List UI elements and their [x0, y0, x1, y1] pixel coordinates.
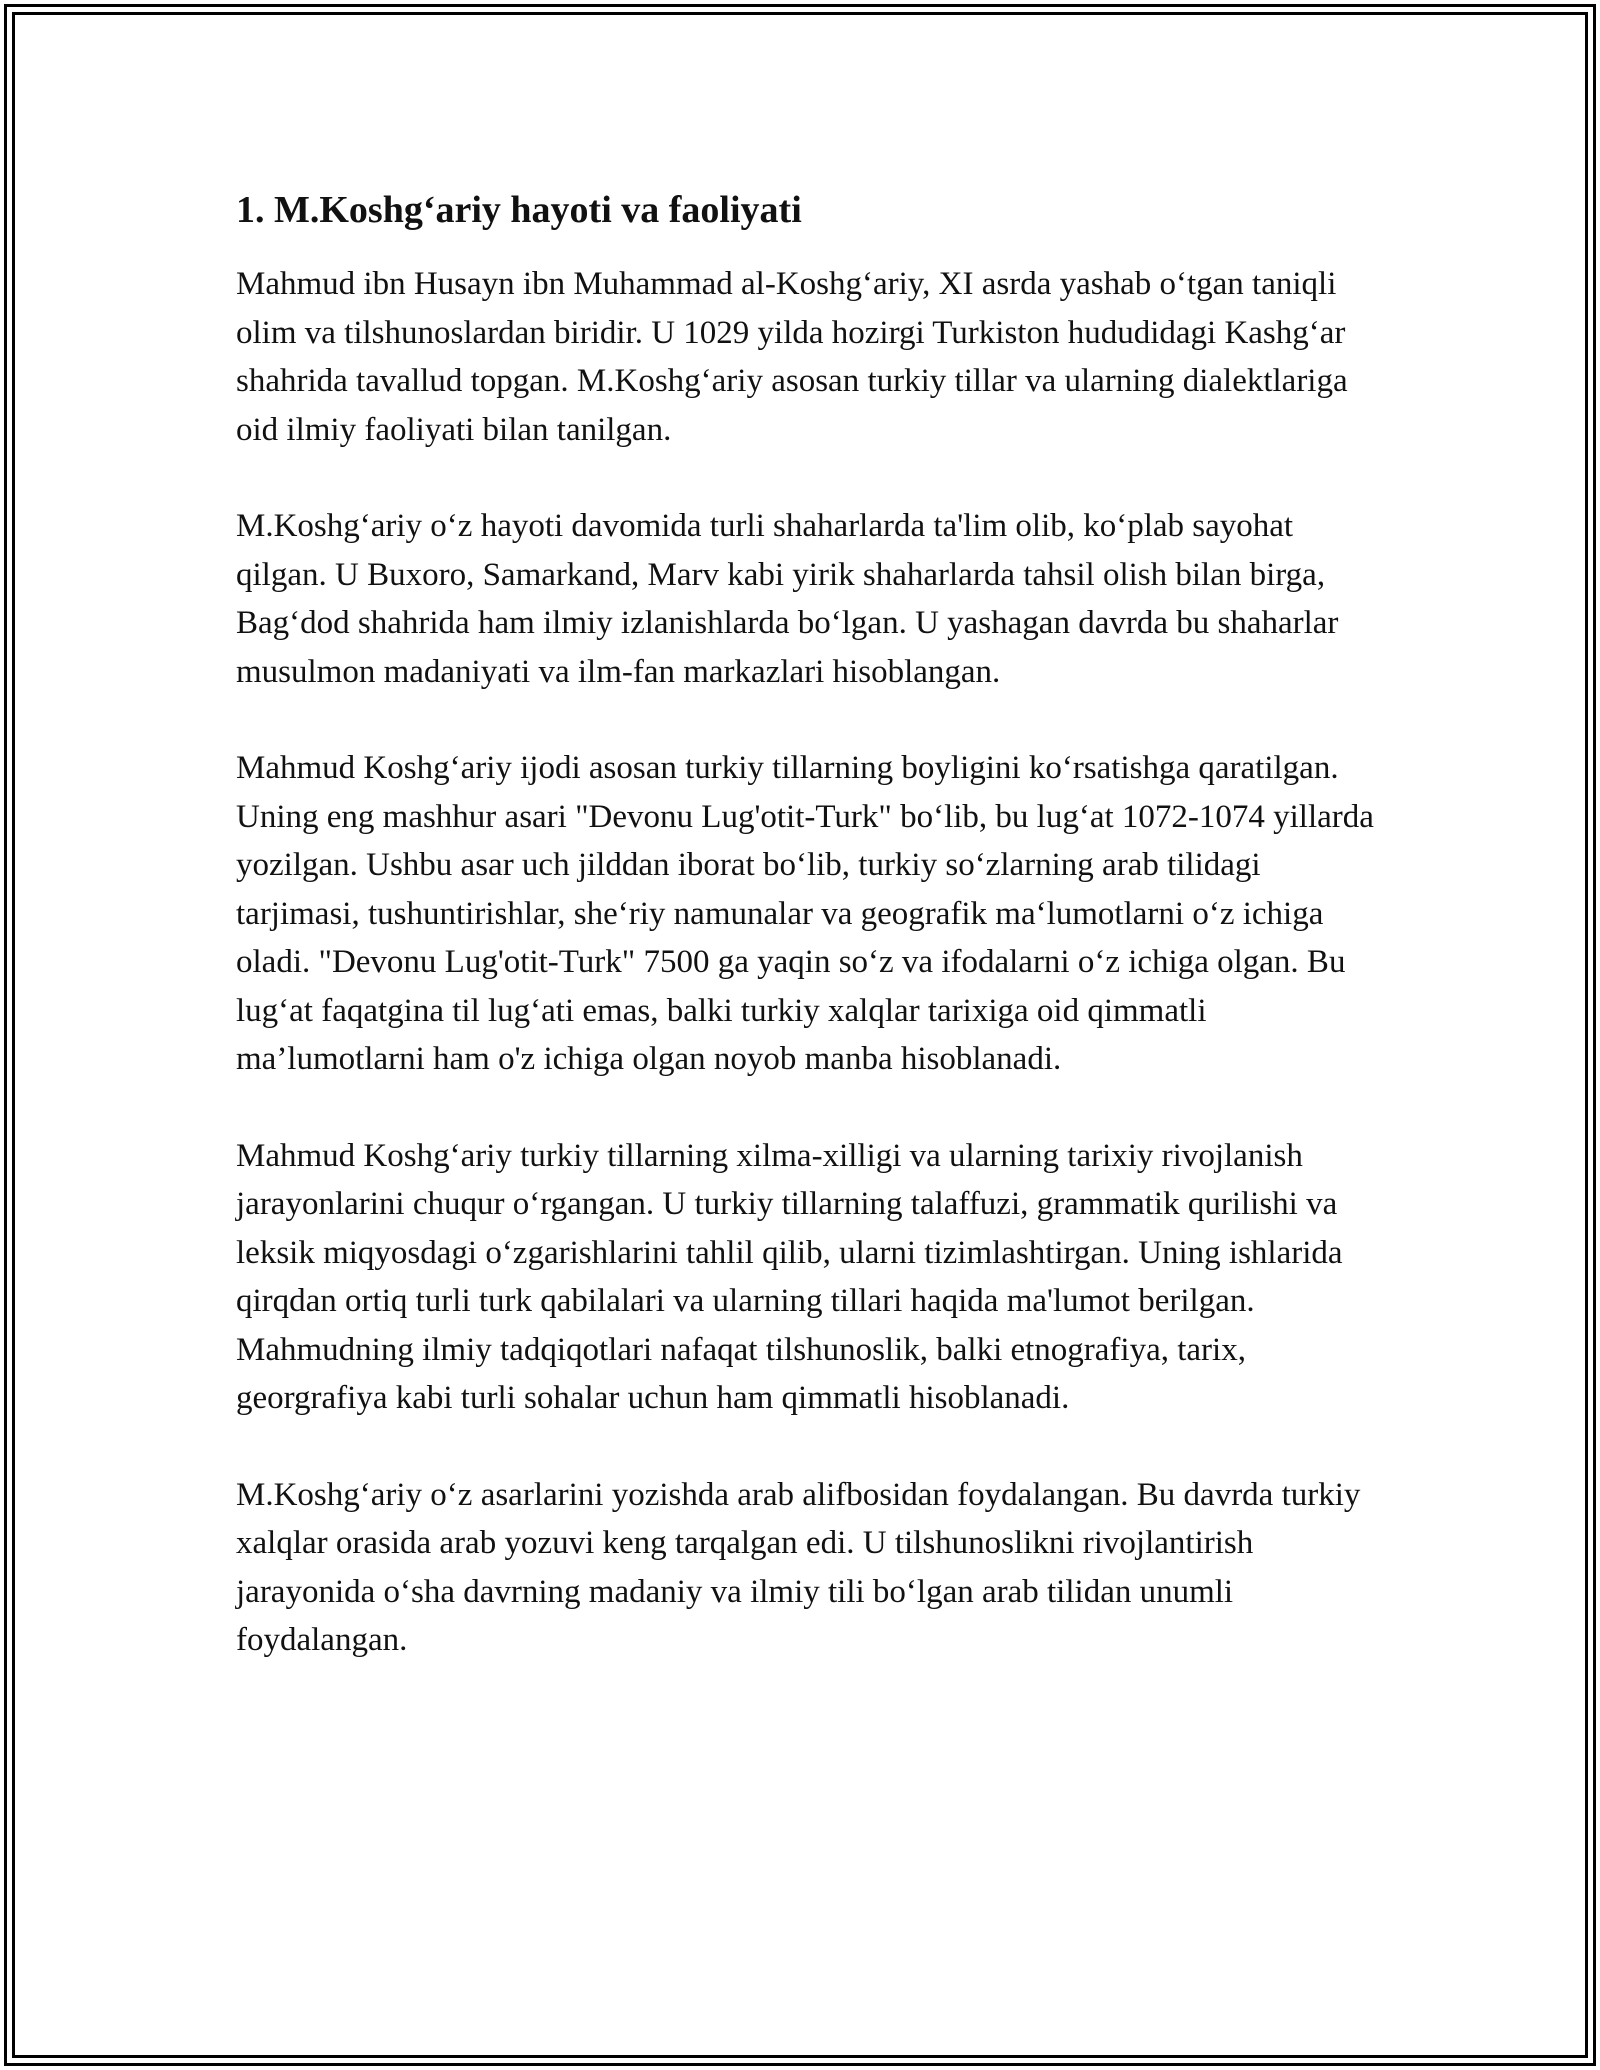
paragraph-biography: Mahmud ibn Husayn ibn Muhammad al-Koshg‘ariy, XI asrda yashab o‘tgan taniqli olim va tilshunoslardan biridir. U 1029 yilda hozirgi Turkiston hududidagi Kashg‘ar shahrida tavallud topgan. M.Koshg‘ariy asosan turkiy tillar va ularning dialektlariga oid ilmiy faoliyati bilan tanilgan. — [236, 266, 1348, 448]
document-body — [236, 186, 1376, 1713]
paragraph-travels: M.Koshg‘ariy o‘z hayoti davomida turli shaharlarda ta'lim olib, ko‘plab sayohat qilgan. U Buxoro, Samarkand, Marv kabi yirik shaharlarda tahsil olish bilan birga, Bag‘dod shahrida ham ilmiy izlanishlarda bo‘lgan. U yashagan davrda bu shaharlar musulmon madaniyati va ilm-fan markazlari hisoblangan. — [236, 508, 1339, 690]
paragraph-arabic-script: M.Koshg‘ariy o‘z asarlarini yozishda arab alifbosidan foydalangan. Bu davrda turkiy xalqlar orasida arab yozuvi keng tarqalgan edi. U tilshunoslikni rivojlantirish jarayonida o‘sha davrning madaniy va ilmiy tili bo‘lgan arab tilidan unumli foydalangan. — [236, 1476, 1361, 1658]
paragraph-linguistic-research: Mahmud Koshg‘ariy turkiy tillarning xilma-xilligi va ularning tarixiy rivojlanish jarayonlarini chuqur o‘rgangan. U turkiy tillarning talaffuzi, grammatik qurilishi va leksik miqyosdagi o‘zgarishlarini tahlil qilib, ularni tizimlashtirgan. Uning ishlarida qirqdan ortiq turli turk qabilalari va ularning tillari haqida ma'lumot berilgan. Mahmudning ilmiy tadqiqotlari nafaqat tilshunoslik, balki etnografiya, tarix, georgrafiya kabi turli sohalar uchun ham qimmatli hisoblanadi. — [236, 1137, 1343, 1416]
section-heading: 1. M.Koshg‘ariy hayoti va faoliyati — [236, 189, 802, 231]
paragraph-devonu-lugotit-turk: Mahmud Koshg‘ariy ijodi asosan turkiy tillarning boyligini ko‘rsatishga qaratilgan. Uning eng mashhur asari "Devonu Lug'otit-Turk" bo‘lib, bu lug‘at 1072-1074 yillarda yozilgan. Ushbu asar uch jilddan iborat bo‘lib, turkiy so‘zlarning arab tilidagi tarjimasi, tushuntirishlar, she‘riy namunalar va geografik ma‘lumotlarni o‘z ichiga oladi. "Devonu Lug'otit-Turk" 7500 ga yaqin so‘z va ifodalarni o‘z ichiga olgan. Bu lug‘at faqatgina til lug‘ati emas, balki turkiy xalqlar tarixiga oid qimmatli ma’lumotlarni ham o'z ichiga olgan noyob manba hisoblanadi. — [236, 750, 1374, 1077]
